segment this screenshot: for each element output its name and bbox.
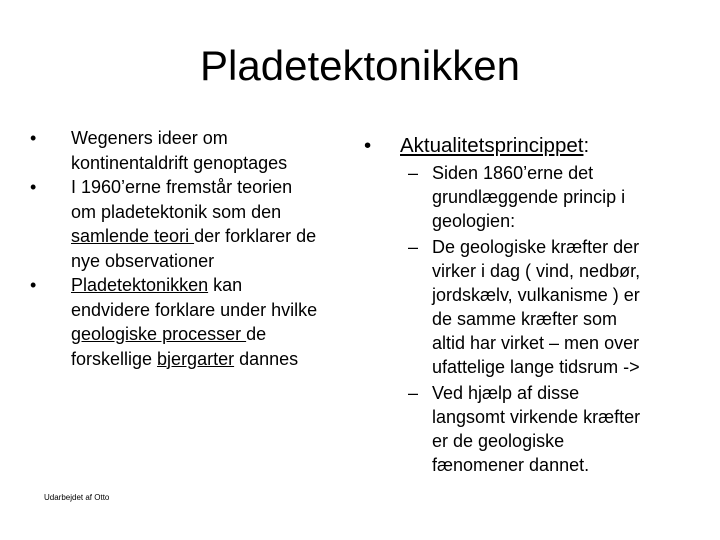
bullet-item (364, 133, 704, 159)
underlined-term: Pladetektonikken (71, 275, 209, 295)
text: kontinentaldrift genoptages (71, 152, 288, 173)
text: de (246, 324, 267, 344)
text: fænomener dannet. (432, 455, 590, 475)
text: grundlæggende princip i (432, 187, 626, 207)
text: langsomt virkende kræfter (432, 407, 641, 427)
bullet-icon: • (30, 275, 37, 295)
bullet-item (30, 126, 360, 175)
text: : (583, 134, 590, 157)
footer-credit: Udarbejdet af Otto (44, 493, 110, 502)
underlined-term: bjergarter (157, 348, 235, 369)
text: Siden 1860’erne det (432, 163, 594, 183)
slide-title: Pladetektonikken (200, 42, 520, 89)
text: virker i dag ( vind, nedbør, (432, 261, 641, 281)
dash-icon: – (408, 383, 419, 403)
dash-icon: – (408, 163, 419, 183)
bullet-item (30, 175, 360, 273)
text: kan (208, 275, 243, 295)
text: der forklarer de (194, 226, 317, 246)
text: er de geologiske (432, 431, 565, 451)
sub-item (364, 161, 704, 233)
sub-item (364, 235, 704, 379)
bullet-icon: • (30, 128, 37, 148)
text: ufattelige lange tidsrum -> (432, 357, 640, 377)
text: De geologiske kræfter der (432, 237, 640, 257)
text: endvidere forklare under hvilke (71, 299, 318, 320)
underlined-term: geologiske processer (71, 324, 247, 344)
text: om pladetektonik som den (71, 201, 282, 222)
right-column (364, 133, 704, 477)
text: de samme kræfter som (432, 309, 618, 329)
text: nye observationer (71, 250, 215, 271)
dash-icon: – (408, 237, 419, 257)
underlined-term: Aktualitetsprincippet (400, 134, 584, 157)
text: dannes (234, 348, 299, 369)
text: Wegeners ideer om (71, 128, 228, 148)
text: Ved hjælp af disse (432, 383, 580, 403)
left-column (30, 126, 360, 371)
bullet-item (30, 273, 360, 371)
text: altid har virket – men over (432, 333, 640, 353)
text: I 1960’erne fremstår teorien (71, 177, 293, 197)
sub-item (364, 381, 704, 477)
text: forskellige (71, 348, 158, 369)
text: jordskælv, vulkanisme ) er (432, 285, 640, 305)
bullet-icon: • (30, 177, 37, 197)
bullet-icon: • (364, 134, 372, 157)
text: geologien: (432, 211, 516, 231)
underlined-term: samlende teori (71, 226, 195, 246)
